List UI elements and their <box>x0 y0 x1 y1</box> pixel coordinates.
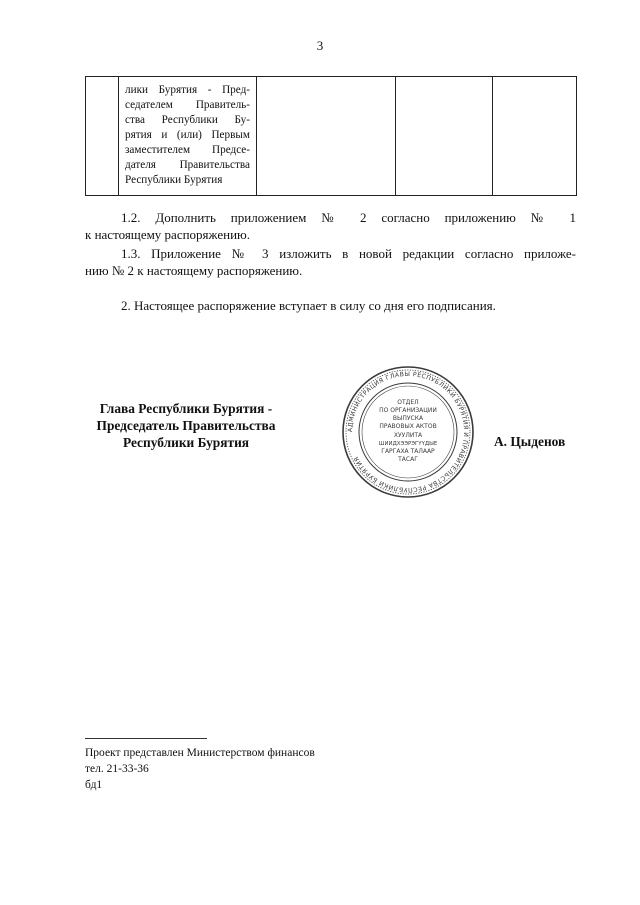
paragraph-2 <box>85 297 576 314</box>
footnote-line: тел. 21-33-36 <box>85 763 149 775</box>
stamp-text: ВЫПУСКА <box>392 415 424 422</box>
stamp-text: ШИИДХЭЭРЭГҮҮДЫЕ <box>378 441 438 447</box>
cell-line: Республики Бурятия <box>125 174 223 186</box>
cell-line: дателя Правительства <box>125 159 250 171</box>
stamp-text: ПРАВОВЫХ АКТОВ <box>379 423 437 430</box>
stamp-text: ОТДЕЛ <box>397 399 419 406</box>
table-cell-2 <box>119 77 257 196</box>
cell-line: рятия и (или) Первым <box>125 129 250 141</box>
footnote <box>85 745 315 777</box>
stamp-text: ХУУЛИТА <box>393 432 423 439</box>
paragraph-line: 1.2. Дополнить приложением № 2 согласно приложению № 1 <box>121 210 576 225</box>
paragraph-line: к настоящему распоряжению. <box>85 227 250 242</box>
table-cell-5 <box>493 77 577 196</box>
paragraph-1-2 <box>85 209 576 243</box>
paragraph-line: 2. Настоящее распоряжение вступает в силу со дня его подписания. <box>121 298 496 313</box>
signatory-title <box>70 400 302 451</box>
cell-line: седателем Правитель- <box>125 99 250 111</box>
paragraph-1-3 <box>85 245 576 279</box>
stamp-text: ТАСАГ <box>398 456 418 463</box>
stamp-text: ГАРГАХА ТАЛААР <box>381 448 435 455</box>
footnote-line: Проект представлен Министерством финансов <box>85 747 315 759</box>
page-number: 3 <box>316 38 324 53</box>
table-row <box>86 77 577 196</box>
table-cell-1 <box>86 77 119 196</box>
stamp-ring-text: АДМИНИСТРАЦИЯ ГЛАВЫ РЕСПУБЛИКИ БУРЯТИЯ И ПРАВИТЕЛЬСТВА РЕСПУБЛИКИ БУРЯТИЯ <box>346 370 470 494</box>
stamp-text: ПО ОРГАНИЗАЦИИ <box>379 407 437 414</box>
table-cell-3 <box>257 77 396 196</box>
table-cell-4 <box>396 77 493 196</box>
cell-line: ства Республики Бу- <box>125 114 250 126</box>
cell-line: лики Бурятия - Пред- <box>125 84 250 96</box>
signatory-title-line: Председатель Правительства <box>96 418 276 433</box>
signatory-name: А. Цыденов <box>494 434 566 449</box>
signatory-title-line: Республики Бурятия <box>122 435 250 450</box>
signatory-title-line: Глава Республики Бурятия - <box>99 401 273 416</box>
paragraph-line: нию № 2 к настоящему распоряжению. <box>85 263 303 278</box>
footnote-divider <box>85 738 207 739</box>
continuation-table <box>85 76 577 196</box>
paragraph-line: 1.3. Приложение № 3 изложить в новой редакции согласно приложе- <box>121 246 576 261</box>
cell-line: заместителем Предсе- <box>125 144 250 156</box>
official-stamp-seal <box>340 364 476 500</box>
document-code: бд1 <box>85 779 103 791</box>
